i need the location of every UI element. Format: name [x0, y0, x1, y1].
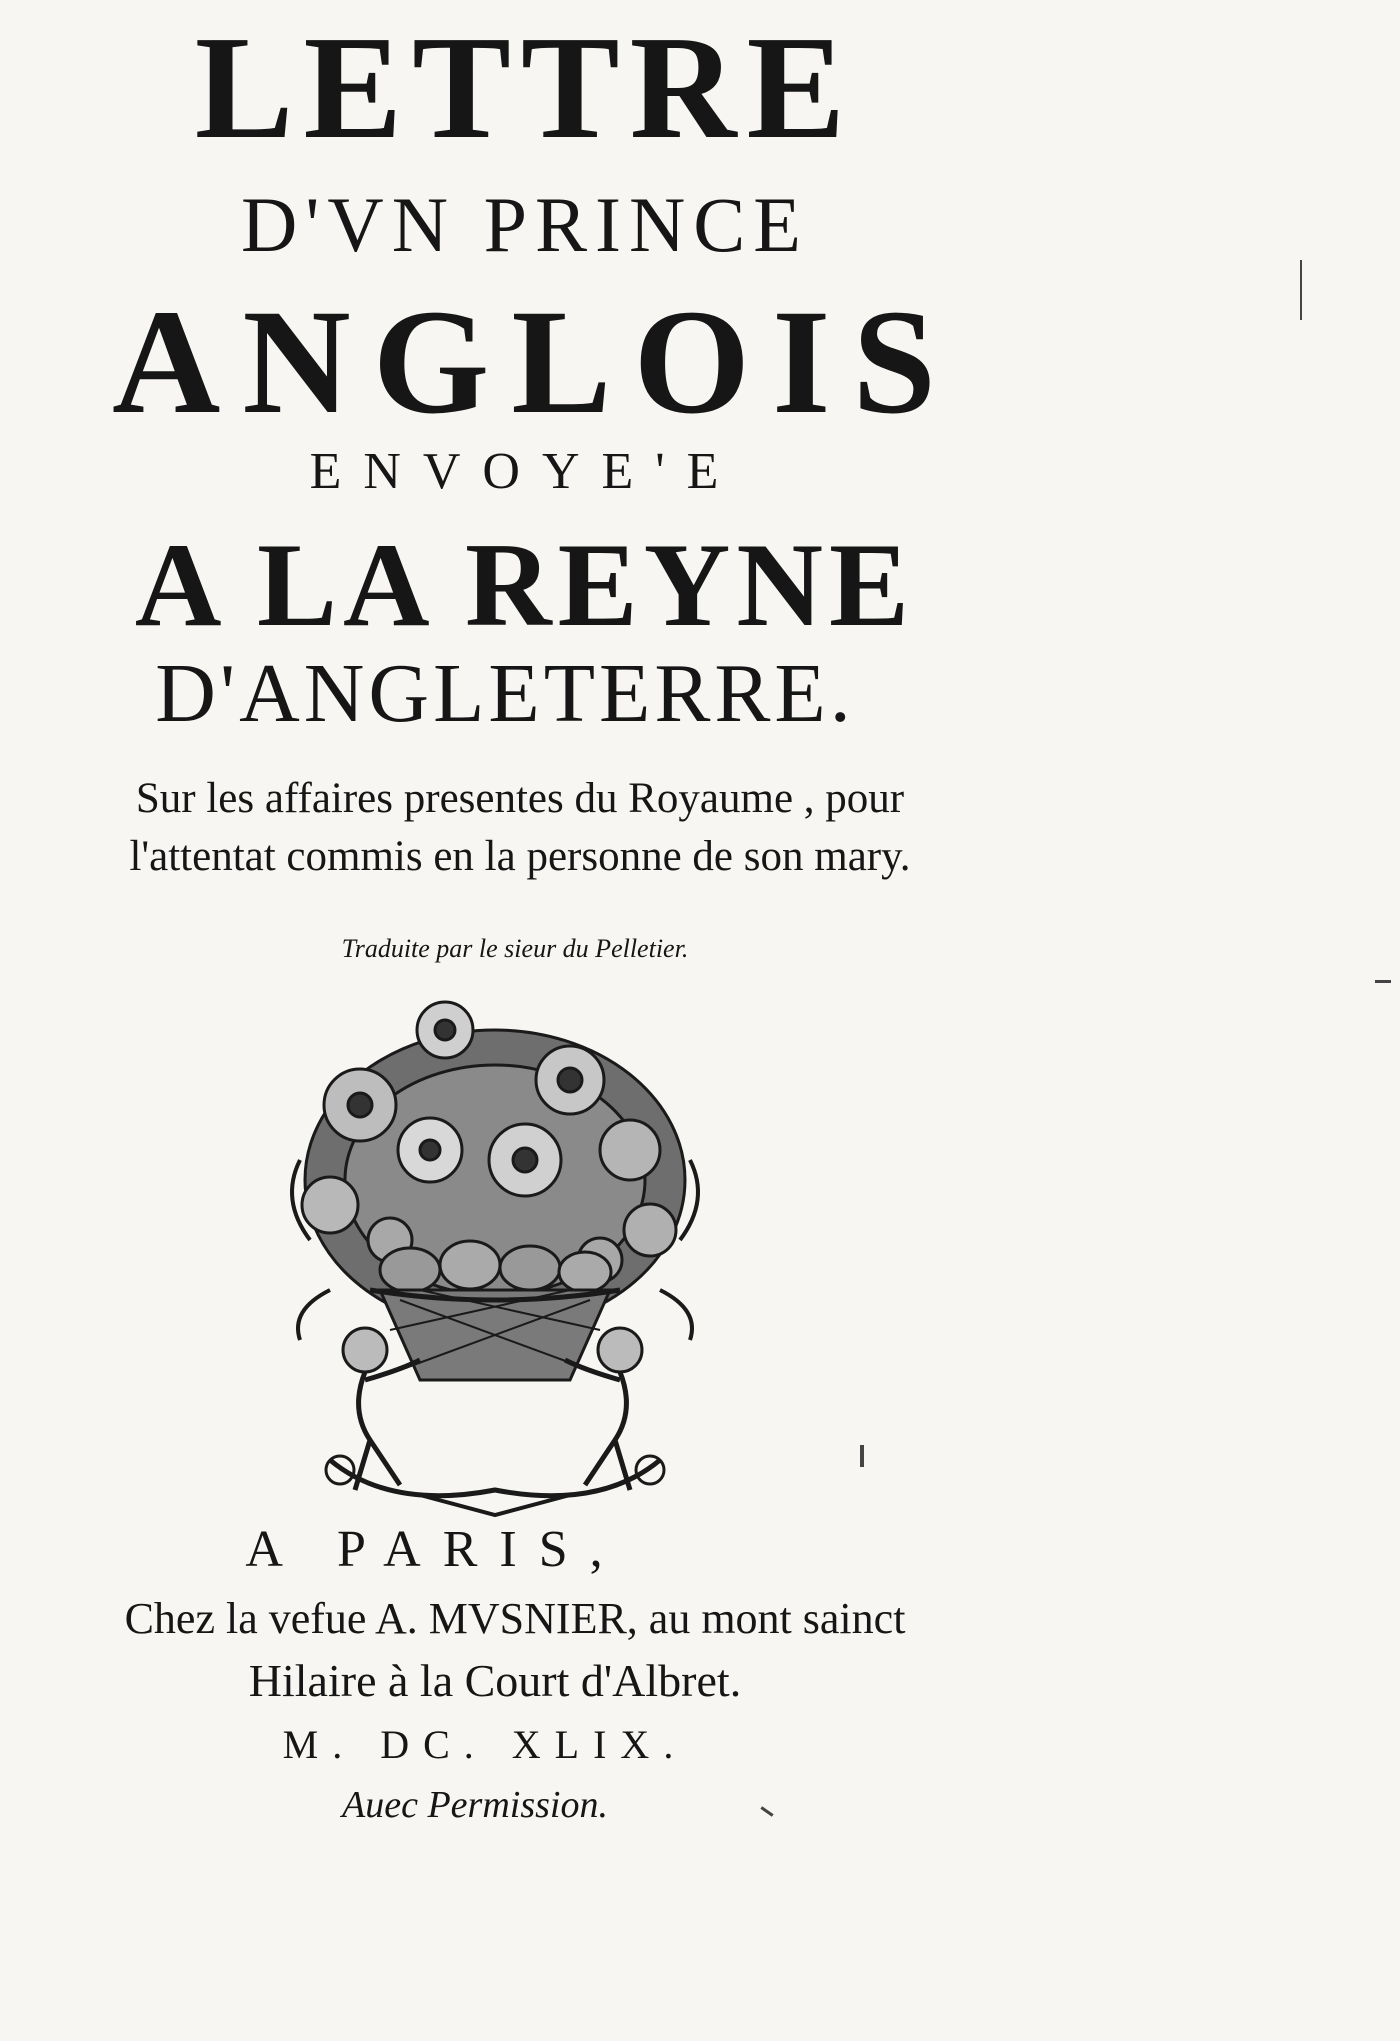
flower-basket-ornament-icon [270, 990, 720, 1520]
imprint-permission: Auec Permission. [342, 1784, 608, 1826]
imprint-address-line: Hilaire à la Court d'Albret. [248, 1655, 742, 1706]
translator-credit: Traduite par le sieur du Pelletier. [341, 934, 689, 963]
subtitle-line-2: l'attentat commis en la personne de son mary. [129, 833, 911, 880]
title-line-envoyee: ENVOYE'E [309, 443, 741, 500]
scan-mark [1375, 980, 1391, 983]
title-line-dun-prince: D'VN PRINCE [241, 181, 809, 268]
scan-mark [860, 1445, 864, 1467]
imprint-city: A PARIS, [245, 1521, 625, 1578]
imprint-printer-line: Chez la vefue A. MVSNIER, au mont sainct [124, 1594, 906, 1643]
title-line-anglois: ANGLOIS [112, 279, 958, 445]
scan-mark [1300, 260, 1302, 320]
subtitle-line-1: Sur les affaires presentes du Royaume , pour [135, 775, 905, 822]
imprint-year: M. DC. XLIX. [282, 1722, 688, 1767]
subtitle [0, 770, 1040, 886]
title-line-dangleterre: D'ANGLETERRE. [155, 647, 855, 740]
title-line-lettre: LETTRE [194, 6, 856, 170]
title-line-a-la-reyne: A LA REYNE [134, 518, 916, 651]
